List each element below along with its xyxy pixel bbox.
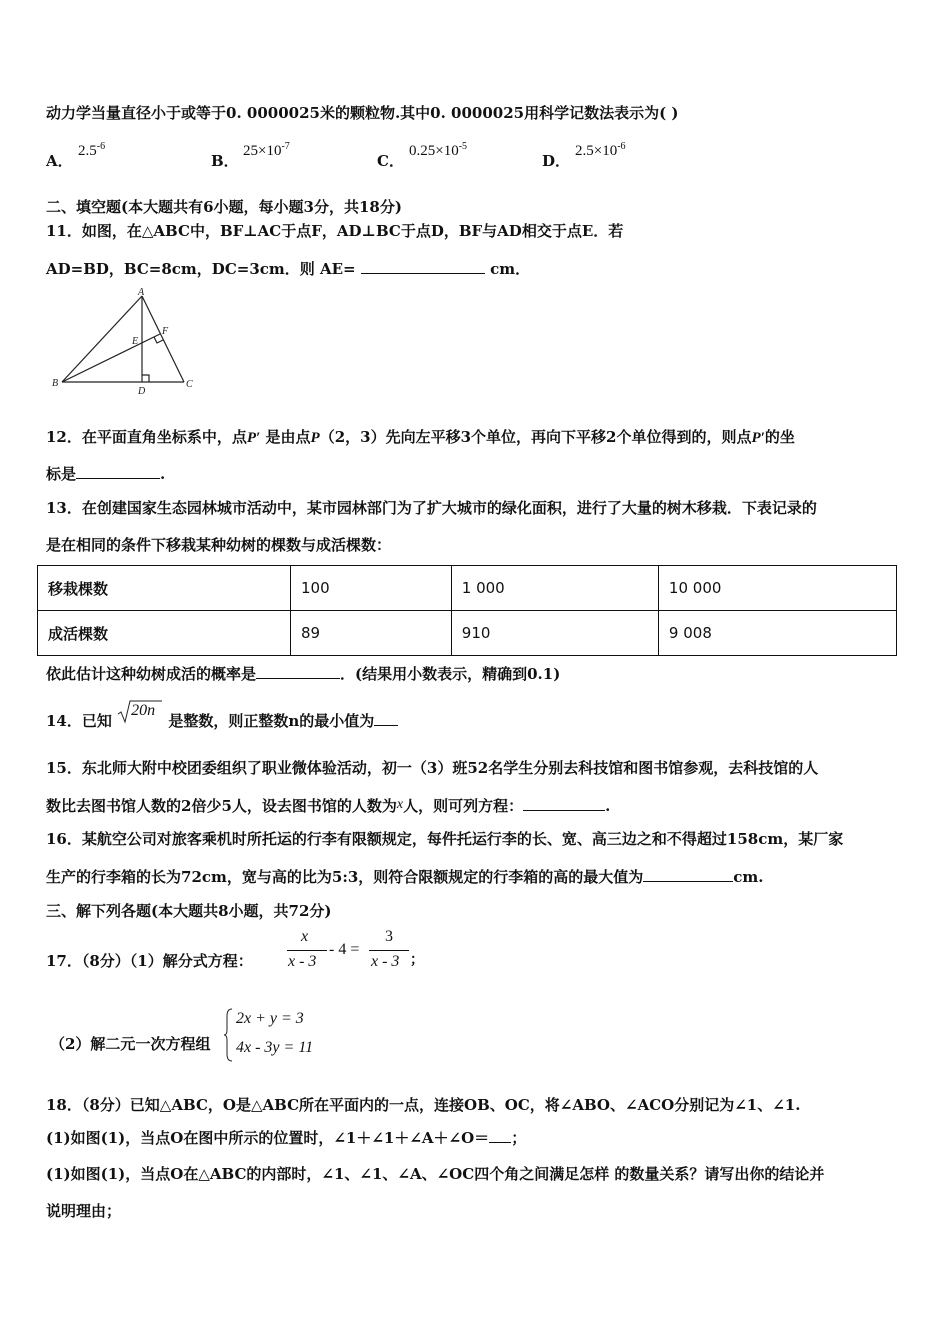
- section2-title: 二、填空题(本大题共有6小题，每小题3分，共18分): [46, 198, 402, 216]
- q10-option-b-value: $25\times 10^{-7}$: [243, 141, 290, 159]
- q11-line1: 11．如图，在△ABC中，BF⊥AC于点F，AD⊥BC于点D，BF与AD相交于点E．若: [46, 222, 624, 240]
- q18-answer-blank: [489, 1128, 511, 1143]
- q10-option-c-value: $0.25\times 10^{-5}$: [409, 141, 468, 159]
- q10-text: 动力学当量直径小于或等于0. 0000025米的颗粒物.其中0. 0000025用科学记数法表示为( ): [46, 104, 679, 122]
- q18-line4: 说明理由；: [46, 1202, 122, 1220]
- q12-answer-blank: [76, 464, 160, 479]
- q10-option-a-value: $2.5^{-6}$: [78, 141, 106, 159]
- table-cell: 910: [451, 611, 658, 656]
- q10-option-d-label: D．: [542, 152, 571, 170]
- table-cell: 10 000: [658, 566, 896, 611]
- q10-option-a-label: A．: [46, 152, 73, 170]
- label-f: F: [162, 326, 169, 337]
- label-d: D: [138, 386, 146, 397]
- q17-part2: （2）解二元一次方程组: [50, 1035, 211, 1053]
- q10-option-c-label: C．: [377, 152, 404, 170]
- q12-line2: 标是 .: [46, 465, 166, 483]
- q15-line2: 数比去图书馆人数的2倍少5人，设去图书馆的人数为x人，则可列方程： .: [46, 797, 611, 815]
- section3-title: 三、解下列各题(本大题共8小题，共72分): [46, 902, 332, 920]
- triangle-figure: [46, 286, 206, 398]
- q15-line1: 15．东北师大附中校团委组织了职业微体验活动，初一（3）班52名学生分别去科技馆和图书馆参观，去科技馆的人: [46, 759, 819, 777]
- q14-answer-blank: [374, 711, 398, 726]
- q15-answer-blank: [523, 796, 605, 811]
- q10-option-d-value: $2.5\times 10^{-6}$: [575, 141, 626, 159]
- q11-answer-blank: [361, 259, 485, 274]
- q18-line1: 18．（8分）已知△ABC，O是△ABC所在平面内的一点，连接OB、OC，将∠ABO、∠ACO分别记为∠1、∠1.: [46, 1096, 801, 1114]
- q11-line2: AD=BD，BC=8cm，DC=3cm．则 AE= cm．: [46, 260, 531, 278]
- table-row: [38, 611, 897, 656]
- sqrt-expression: 20n: [117, 711, 163, 731]
- transplant-table: [37, 565, 897, 656]
- q14-line: 14．已知 20n 是整数，则正整数n的最小值为: [46, 711, 398, 731]
- q10-option-b-label: B．: [211, 152, 239, 170]
- q13-after: 依此估计这种幼树成活的概率是 ．(结果用小数表示，精确到0.1): [46, 665, 561, 683]
- q17-part1: 17．（8分）（1）解分式方程：: [46, 952, 253, 970]
- label-a: A: [138, 287, 145, 298]
- table-cell: 89: [291, 611, 452, 656]
- q13-answer-blank: [256, 664, 340, 679]
- table-cell: 成活棵数: [38, 611, 291, 656]
- label-b: B: [52, 378, 59, 389]
- table-cell: 100: [291, 566, 452, 611]
- table-cell: 1 000: [451, 566, 658, 611]
- table-row: [38, 566, 897, 611]
- q18-line3: (1)如图(1)，当点O在△ABC的内部时，∠1、∠1、∠A、∠OC四个角之间满足怎样 的数量关系？请写出你的结论并: [46, 1165, 825, 1183]
- q13-line2: 是在相同的条件下移栽某种幼树的棵数与成活棵数：: [46, 536, 392, 554]
- label-c: C: [186, 379, 193, 390]
- table-cell: 9 008: [658, 611, 896, 656]
- label-e: E: [132, 336, 139, 347]
- table-cell: 移栽棵数: [38, 566, 291, 611]
- q16-answer-blank: [643, 867, 733, 882]
- q13-line1: 13．在创建国家生态园林城市活动中，某市园林部门为了扩大城市的绿化面积，进行了大量的树木移栽．下表记录的: [46, 499, 817, 517]
- q12-line1: 12．在平面直角坐标系中，点P′ 是由点P（2，3）先向左平移3个单位，再向下平移2个单位得到的，则点P′的坐: [46, 428, 795, 446]
- q16-line2: 生产的行李箱的长为72cm，宽与高的比为5:3，则符合限额规定的行李箱的高的最大值为 cm.: [46, 868, 764, 886]
- q16-line1: 16．某航空公司对旅客乘机时所托运的行李有限额规定，每件托运行李的长、宽、高三边之和不得超过158cm，某厂家: [46, 830, 844, 848]
- q18-line2: (1)如图(1)，当点O在图中所示的位置时，∠1＋∠1＋∠A＋∠O＝ ；: [46, 1129, 527, 1147]
